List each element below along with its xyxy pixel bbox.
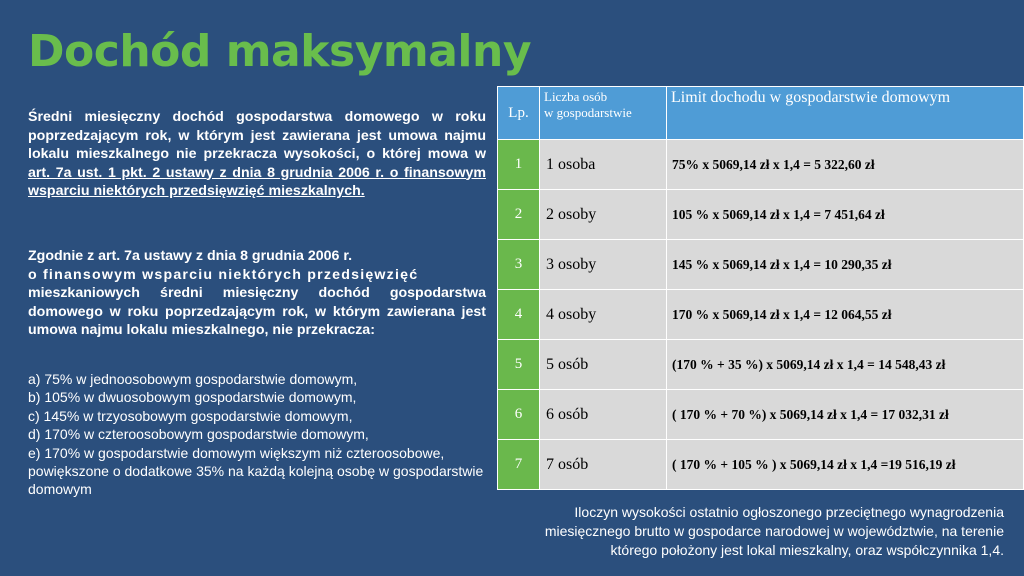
cell-income-limit: 170 % x 5069,14 zł x 1,4 = 12 064,55 zł <box>667 290 1024 340</box>
table-row <box>498 140 1024 190</box>
list-item: d) 170% w czteroosobowym gospodarstwie domowym, <box>28 426 369 443</box>
intro-paragraph <box>28 108 486 201</box>
table-row <box>498 290 1024 340</box>
income-limit-table <box>497 86 1024 490</box>
cell-lp: 3 <box>498 240 540 290</box>
statute-rest: mieszkaniowych średni miesięczny dochód gospodarstwa domowego w roku poprzedzającym rok, w którym zawierana jest umowa najmu lokalu mieszkalnego, nie przekracza: <box>28 285 486 338</box>
cell-person-count: 7 osób <box>540 440 667 490</box>
statute-paragraph <box>28 247 486 340</box>
table-row <box>498 240 1024 290</box>
cell-person-count: 2 osoby <box>540 190 667 240</box>
cell-person-count: 4 osoby <box>540 290 667 340</box>
cell-person-count: 3 osoby <box>540 240 667 290</box>
cell-income-limit: 75% x 5069,14 zł x 1,4 = 5 322,60 zł <box>667 140 1024 190</box>
header-count-line-2: w gospodarstwie <box>544 105 632 120</box>
statute-reference-link: art. 7a ust. 1 pkt. 2 ustawy z dnia 8 grudnia 2006 r. o finansowym wsparciu niektórych przedsięwzięć mieszkalnych. <box>28 164 486 199</box>
cell-income-limit: ( 170 % + 105 % ) x 5069,14 zł x 1,4 =19 516,19 zł <box>667 440 1024 490</box>
cell-income-limit: ( 170 % + 70 %) x 5069,14 zł x 1,4 = 17 032,31 zł <box>667 390 1024 440</box>
cell-income-limit: (170 % + 35 %) x 5069,14 zł x 1,4 = 14 548,43 zł <box>667 340 1024 390</box>
cell-income-limit: 105 % x 5069,14 zł x 1,4 = 7 451,64 zł <box>667 190 1024 240</box>
cell-lp: 7 <box>498 440 540 490</box>
cell-income-limit: 145 % x 5069,14 zł x 1,4 = 10 290,35 zł <box>667 240 1024 290</box>
page-title: Dochód maksymalny <box>28 26 531 77</box>
table-row <box>498 440 1024 490</box>
table-footnote: Iloczyn wysokości ostatnio ogłoszonego przeciętnego wynagrodzenia miesięcznego brutto w gospodarce narodowej w województwie, na terenie którego położony jest lokal mieszkalny, oraz współczynnika 1,4. <box>544 504 1004 558</box>
header-person-count <box>540 87 667 140</box>
list-item: a) 75% w jednoosobowym gospodarstwie domowym, <box>28 371 358 387</box>
table-row <box>498 190 1024 240</box>
cell-person-count: 1 osoba <box>540 140 667 190</box>
list-item: c) 145% w trzyosobowym gospodarstwie domowym, <box>28 407 353 424</box>
list-item: e) 170% w gospodarstwie domowym większym niż czteroosobowe, powiększone o dodatkowe 35% na każdą kolejną osobę w gospodarstwie domowym <box>28 444 484 498</box>
header-count-line-1: Liczba osób <box>544 89 608 104</box>
cell-lp: 6 <box>498 390 540 440</box>
cell-lp: 1 <box>498 140 540 190</box>
cell-lp: 5 <box>498 340 540 390</box>
table-row <box>498 390 1024 440</box>
cell-person-count: 5 osób <box>540 340 667 390</box>
header-income-limit: Limit dochodu w gospodarstwie domowym <box>667 87 1024 140</box>
statute-line-1: Zgodnie z art. 7a ustawy z dnia 8 grudnia 2006 r. <box>28 248 353 264</box>
list-item: b) 105% w dwuosobowym gospodarstwie domowym, <box>28 389 357 406</box>
cell-lp: 4 <box>498 290 540 340</box>
limits-list <box>28 370 486 499</box>
cell-person-count: 6 osób <box>540 390 667 440</box>
intro-text: Średni miesięczny dochód gospodarstwa domowego w roku poprzedzającym rok, w którym jest zawierana jest umowa najmu lokalu mieszkalnego nie przekracza wysokości, o której mowa w <box>28 109 486 162</box>
cell-lp: 2 <box>498 190 540 240</box>
header-lp: Lp. <box>498 87 540 140</box>
table-row <box>498 340 1024 390</box>
table-header-row <box>498 87 1024 140</box>
statute-line-2: o finansowym wsparciu niektórych przedsięwzięć <box>28 266 419 283</box>
